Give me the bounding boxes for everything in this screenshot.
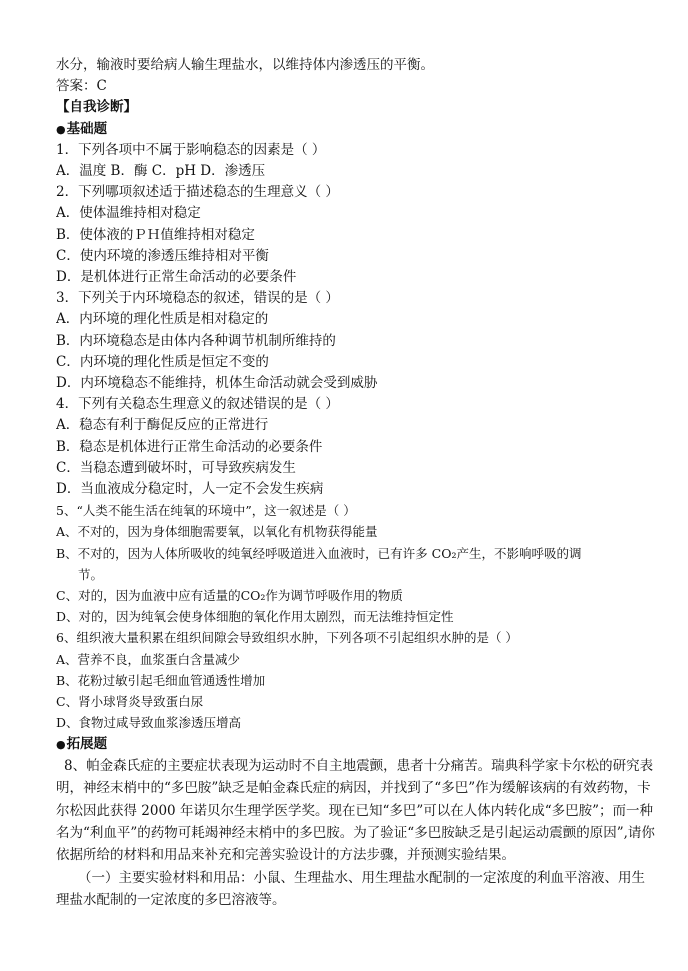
subheading-basic: ● 基础题	[56, 119, 656, 140]
question-6-stem: 6、组织液大量积累在组织间隙会导致组织水肿，下列各项不引起组织水肿的是（ ）	[56, 630, 518, 646]
question-3-option-d: D．内环境稳态不能维持，机体生命活动就会受到威胁	[56, 375, 378, 392]
question-4-option-a: A．稳态有利于酶促反应的正常进行	[56, 417, 269, 434]
answer-line: 答案：C	[56, 78, 107, 95]
question-3-option-b: B．内环境稳态是由体内各种调节机制所维持的	[56, 332, 336, 349]
question-4-option-d: D．当血液成分稳定时，人一定不会发生疾病	[56, 481, 324, 498]
question-2-option-b: B．使体液的ＰＨ值维持相对稳定	[56, 226, 255, 243]
section-heading-self-diagnosis: 【自我诊断】	[56, 99, 137, 116]
question-1-options: A．温度 B．酶 C．pH D．渗透压	[56, 163, 266, 180]
subheading-extension: ● 拓展题	[56, 734, 656, 755]
question-5-option-c: C、对的，因为血液中应有适量的CO₂作为调节呼吸作用的物质	[56, 588, 403, 604]
question-8-paragraph: 8、帕金森氏症的主要症状表现为运动时不自主地震颤，患者十分痛苦。瑞典科学家卡尔松的研究表明，神经末梢中的“多巴胺”缺乏是帕金森氏症的病因，并找到了“多巴”作为缓解该病的有效药物，卡尔松因此获得 2000 年诺贝尔生理学医学奖。现在已知“多巴”可以在人体内转化成“多巴胺”；而一种名为“利血平”的药物可耗竭神经末梢中的多巴胺。为了验证“多巴胺缺乏是引起运动震颤的原因”,请你依据所给的材料和用品来补充和完善实验设计的方法步骤，并预测实验结果。	[56, 757, 655, 864]
question-3-option-c: C．内环境的理化性质是恒定不变的	[56, 353, 269, 370]
question-5-option-d: D、对的，因为纯氧会使身体细胞的氧化作用太剧烈，而无法维持恒定性	[56, 609, 454, 625]
question-2-option-a: A．使体温维持相对稳定	[56, 205, 201, 222]
question-5-option-b: B、不对的，因为人体所吸收的纯氧经呼吸道进入血液时，已有许多 CO₂产生，不影响呼吸的调	[56, 545, 582, 561]
question-5-option-b-continued: 节。	[78, 566, 104, 582]
question-2-stem: 2．下列哪项叙述适于描述稳态的生理意义（ ）	[56, 184, 339, 201]
question-6-option-c: C、肾小球肾炎导致蛋白尿	[56, 694, 204, 710]
question-8-materials-paragraph: （一）主要实验材料和用品：小鼠、生理盐水、用生理盐水配制的一定浓度的利血平溶液、用生理盐水配制的一定浓度的多巴溶液等。	[56, 869, 645, 909]
question-5-option-a: A、不对的，因为身体细胞需要氧，以氧化有机物获得能量	[56, 524, 378, 540]
question-1-stem: 1．下列各项中不属于影响稳态的因素是（ ）	[56, 141, 326, 158]
question-6-option-d: D、食物过咸导致血浆渗透压增高	[56, 715, 242, 731]
text-line: 水分，输液时要给病人输生理盐水，以维持体内渗透压的平衡。	[56, 57, 434, 73]
question-6-option-b: B、花粉过敏引起毛细血管通透性增加	[56, 672, 266, 688]
question-3-option-a: A．内环境的理化性质是相对稳定的	[56, 311, 269, 328]
question-6-option-a: A、营养不良，血浆蛋白含量减少	[56, 651, 241, 667]
question-2-option-d: D．是机体进行正常生命活动的必要条件	[56, 269, 297, 286]
question-2-option-c: C．使内环境的渗透压维持相对平衡	[56, 247, 269, 264]
question-4-stem: 4．下列有关稳态生理意义的叙述错误的是（ ）	[56, 396, 339, 413]
question-4-option-b: B．稳态是机体进行正常生命活动的必要条件	[56, 438, 323, 455]
question-3-stem: 3．下列关于内环境稳态的叙述，错误的是（ ）	[56, 290, 339, 307]
question-4-option-c: C．当稳态遭到破坏时，可导致疾病发生	[56, 459, 296, 476]
document-body	[56, 55, 656, 912]
question-5-stem: 5、“人类不能生活在纯氧的环境中”，这一叙述是（ ）	[56, 503, 356, 519]
